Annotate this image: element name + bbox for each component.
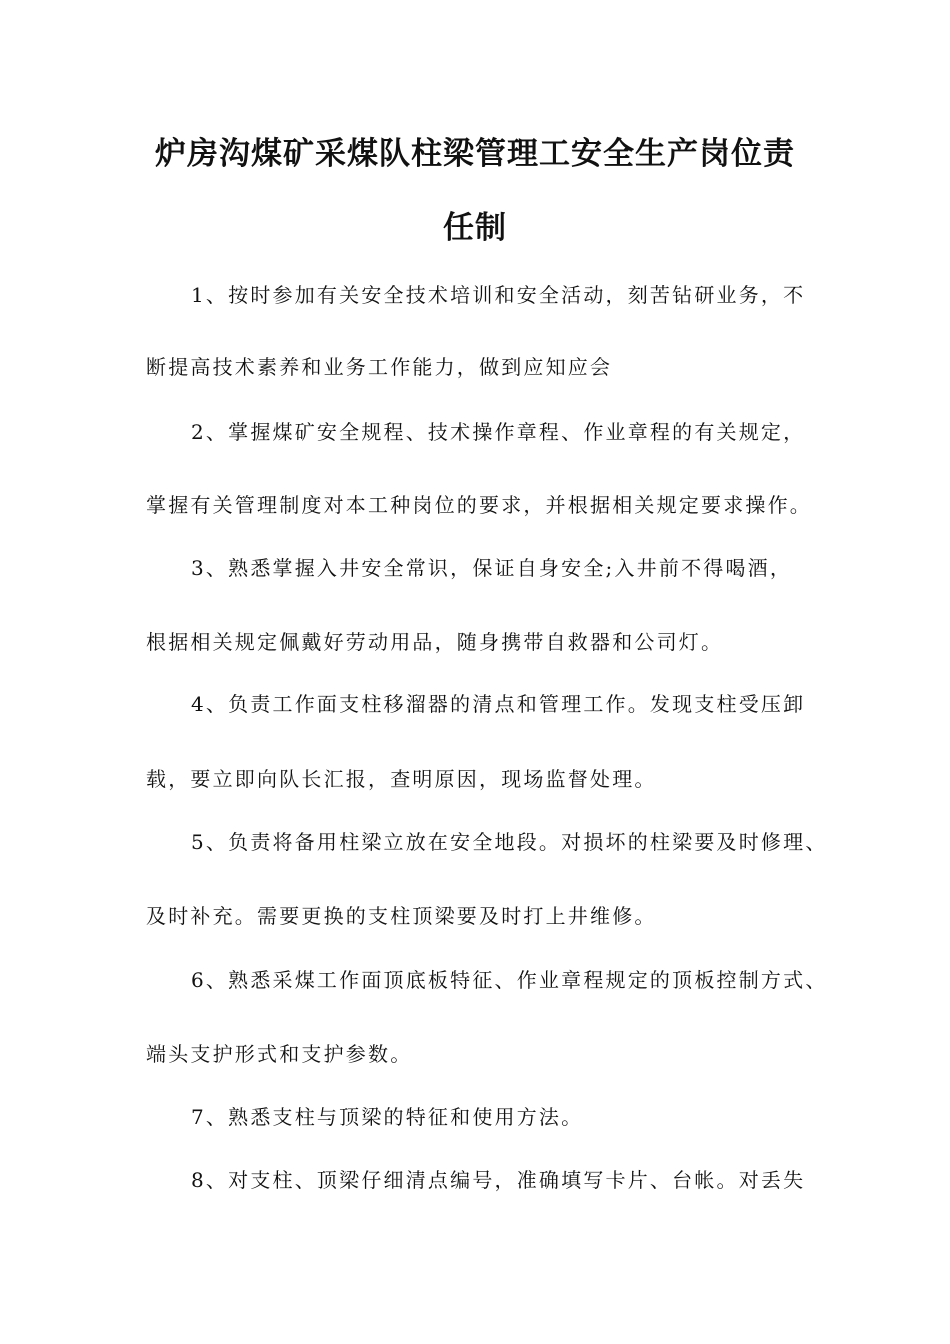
item-2-line-2: 掌握有关管理制度对本工种岗位的要求，并根据相关规定要求操作。 [146, 493, 812, 517]
item-8-line-1: 8、对支柱、顶梁仔细清点编号，准确填写卡片、台帐。对丢失 [191, 1168, 806, 1192]
item-1-line-1: 1、按时参加有关安全技术培训和安全活动，刻苦钻研业务，不 [191, 283, 806, 307]
item-3-line-2: 根据相关规定佩戴好劳动用品，随身携带自救器和公司灯。 [146, 630, 724, 654]
item-6-line-1: 6、熟悉采煤工作面顶底板特征、作业章程规定的顶板控制方式、 [191, 968, 828, 992]
item-5-line-2: 及时补充。需要更换的支柱顶梁要及时打上井维修。 [146, 904, 657, 928]
document-title-line-1: 炉房沟煤矿采煤队柱梁管理工安全生产岗位责 [155, 136, 795, 172]
item-5-line-1: 5、负责将备用柱梁立放在安全地段。对损坏的柱梁要及时修理、 [191, 830, 828, 854]
item-6-line-2: 端头支护形式和支护参数。 [146, 1042, 413, 1066]
item-4-line-1: 4、负责工作面支柱移溜器的清点和管理工作。发现支柱受压卸 [191, 692, 806, 716]
item-4-line-2: 载，要立即向队长汇报，查明原因，现场监督处理。 [146, 767, 657, 791]
item-3-line-1: 3、熟悉掌握入井安全常识，保证自身安全;入井前不得喝酒， [191, 556, 793, 580]
item-2-line-1: 2、掌握煤矿安全规程、技术操作章程、作业章程的有关规定， [191, 420, 806, 444]
document-title-line-2: 任制 [443, 210, 507, 246]
item-1-line-2: 断提高技术素养和业务工作能力，做到应知应会 [146, 355, 613, 379]
item-7-line-1: 7、熟悉支柱与顶梁的特征和使用方法。 [191, 1105, 584, 1129]
